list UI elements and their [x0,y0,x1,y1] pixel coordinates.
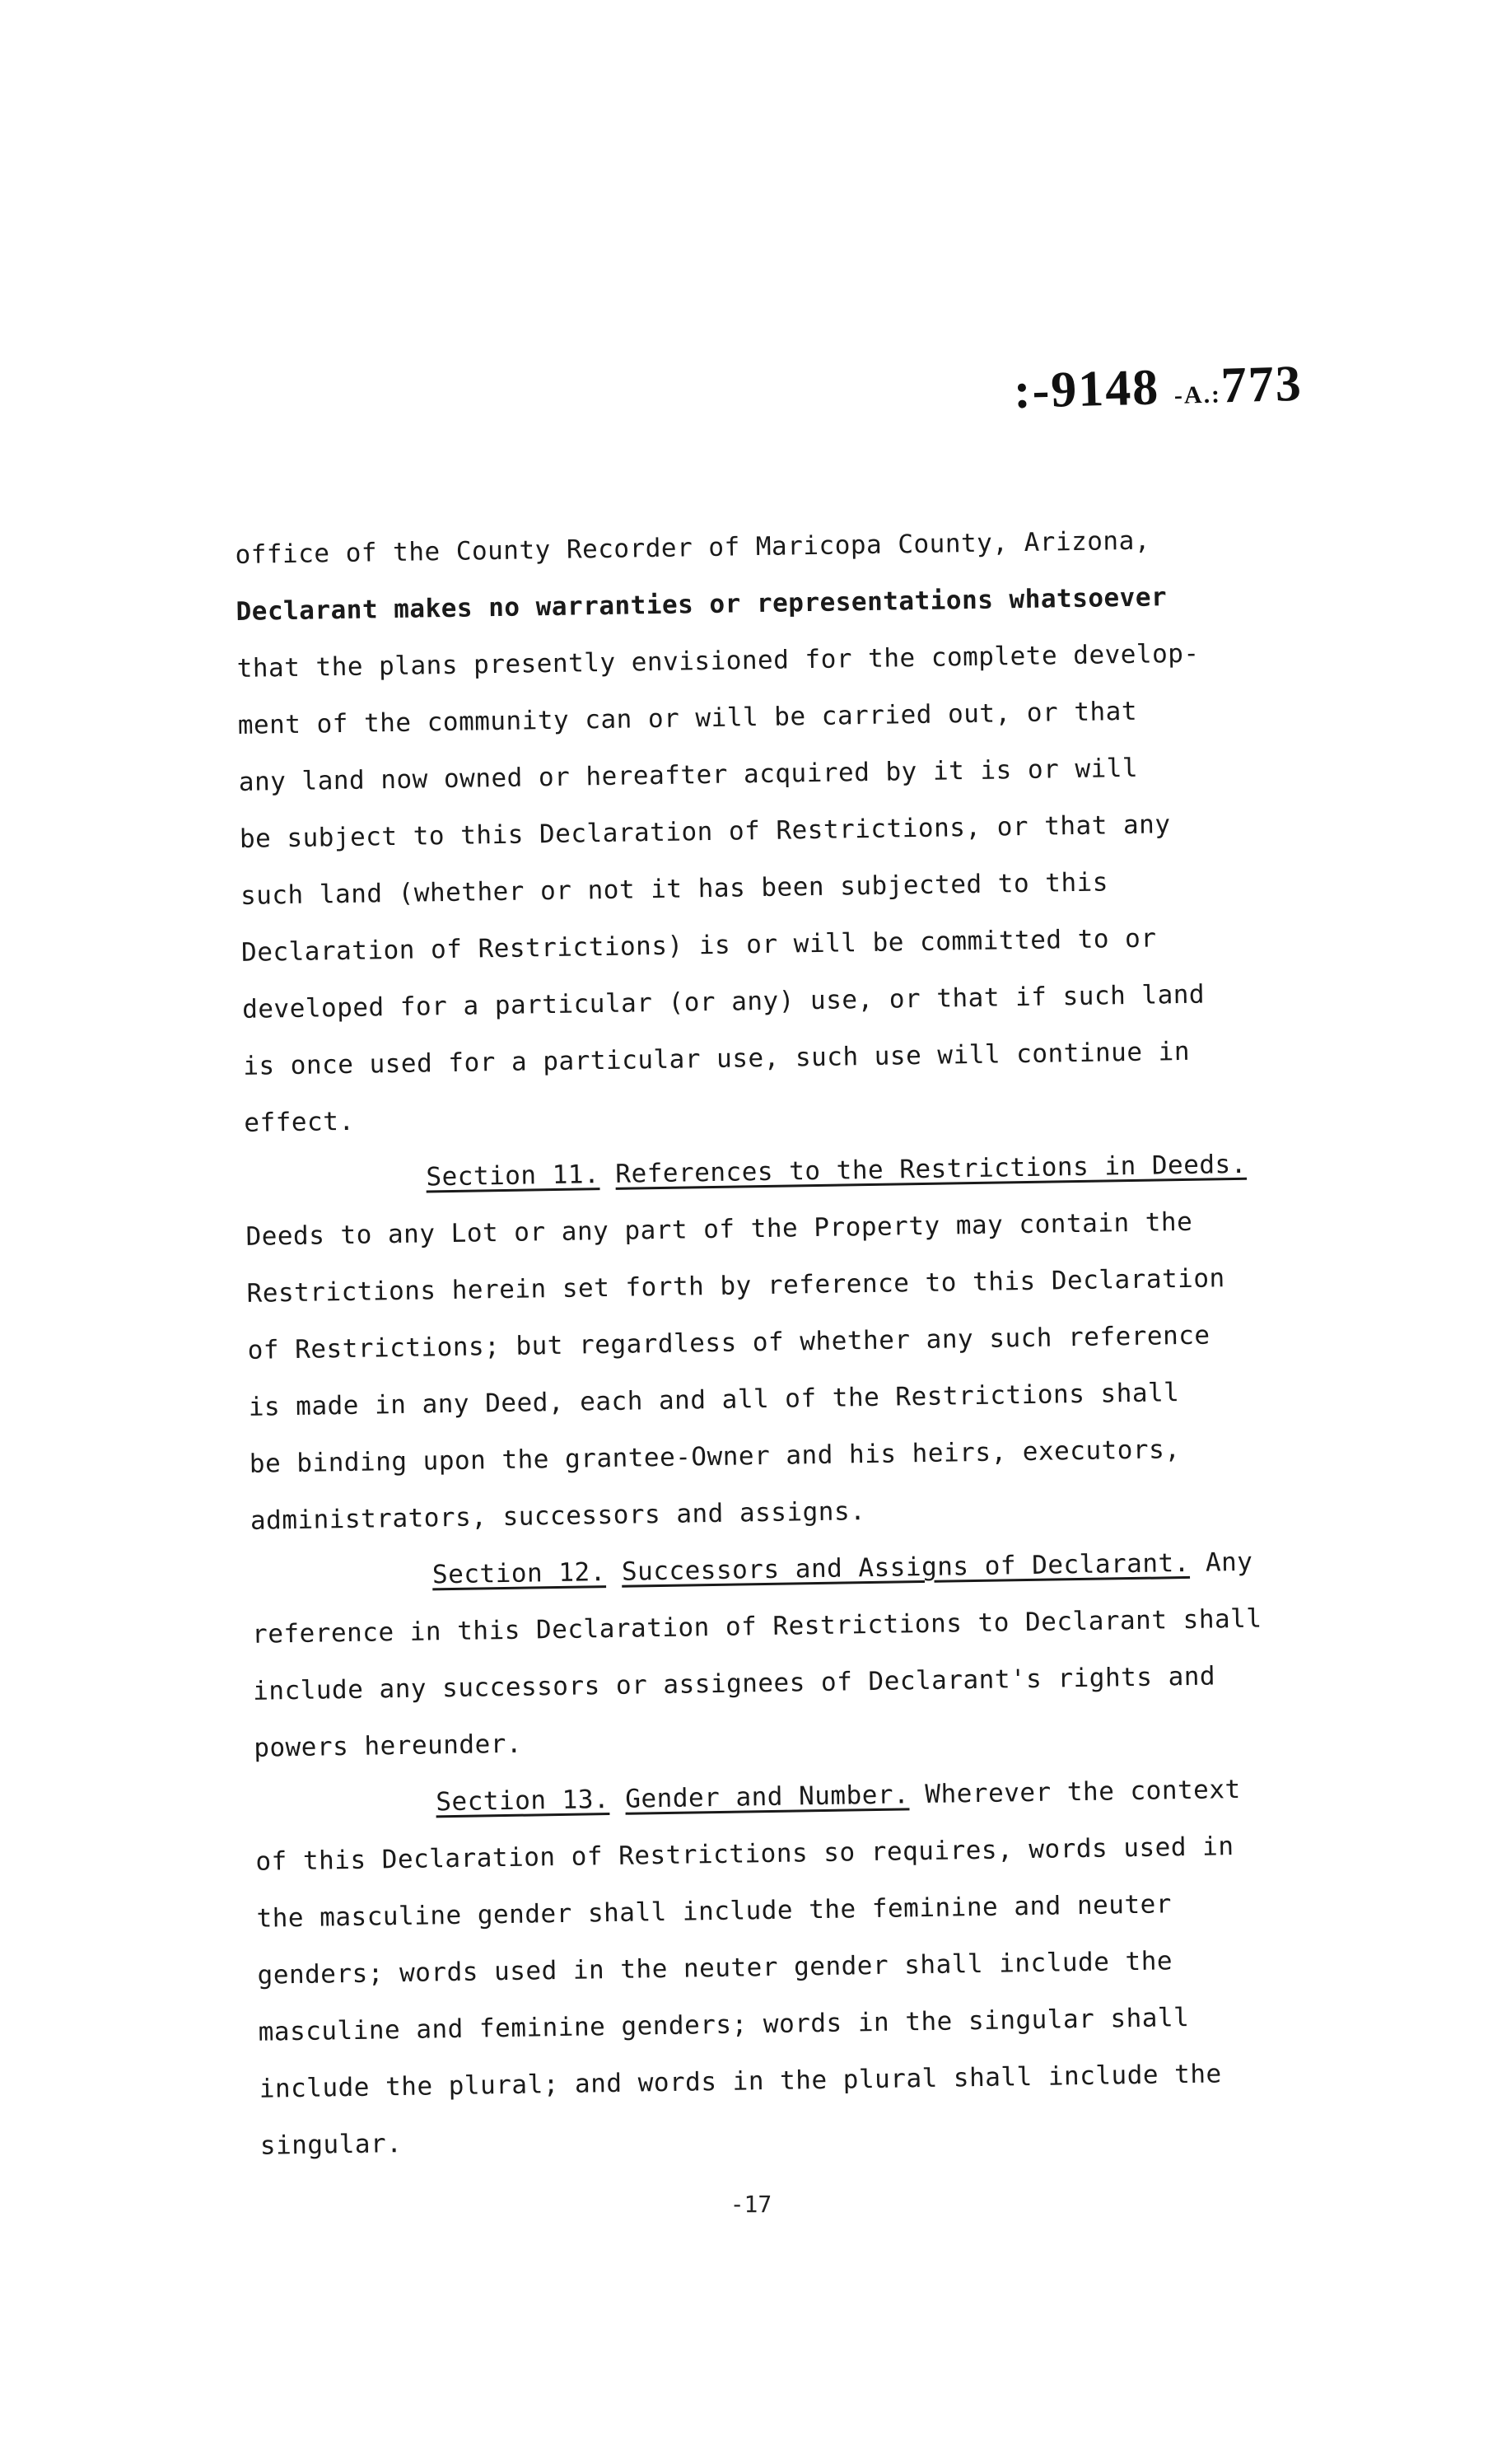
text-line: include the plural; and words in the plural shall include the [259,2059,1222,2104]
text-line: any land now owned or hereafter acquired by it is or will [238,753,1139,797]
text-line: be subject to this Declaration of Restrictions, or that any [239,810,1171,854]
text-line: is made in any Deed, each and all of the Restrictions shall [248,1378,1180,1422]
text-line: of this Declaration of Restrictions so requires, words used in [255,1832,1234,1877]
text-line: ment of the community can or will be carried out, or that [237,696,1138,740]
page-number: -17 [730,2191,772,2218]
text-line: effect. [244,1106,355,1138]
section-12-first-line-tail: Any [1205,1547,1253,1578]
section-13-number: Section 13. [436,1785,610,1818]
text-line: of Restrictions; but regardless of whether any such reference [247,1320,1210,1365]
section-11-number: Section 11. [426,1160,600,1192]
text-line: such land (whether or not it has been subjected to this [240,867,1109,911]
text-line: administrators, successors and assigns. [250,1496,866,1536]
text-line: singular. [259,2129,403,2161]
text-line: masculine and feminine genders; words in the singular shall [258,2003,1190,2047]
text-line: Deeds to any Lot or any part of the Property may contain the [245,1206,1193,1252]
section-13-title: Gender and Number. [625,1780,910,1814]
section-12-title: Successors and Assigns of Declarant. [621,1547,1191,1587]
text-line: Declaration of Restrictions) is or will be committed to or [240,923,1157,968]
section-12-number: Section 12. [431,1557,607,1590]
text-line: be binding upon the grantee-Owner and his heirs, executors, [249,1435,1181,1479]
section-11-title: References to the Restrictions in Deeds. [615,1149,1248,1189]
text-line: Declarant makes no warranties or representations whatsoever [236,582,1168,627]
docket-number: :-9148 [1013,359,1161,419]
recording-stamp [1013,354,1344,421]
section-13-first-line-tail: Wherever the context [925,1775,1241,1810]
text-line: developed for a particular (or any) use, or that if such land [241,979,1206,1024]
body-text [235,510,1380,2175]
page-reference: 773 [1220,355,1304,414]
page-prefix: -A.: [1173,380,1222,409]
text-line: office of the County Recorder of Maricopa County, Arizona, [235,525,1151,570]
text-line: the masculine gender shall include the feminine and neuter [256,1889,1173,1934]
text-line: that the plans presently envisioned for the complete develop- [236,638,1200,684]
text-line: include any successors or assignees of Declarant's rights and [252,1661,1216,1706]
text-line: Restrictions herein set forth by reference to this Declaration [246,1263,1225,1309]
text-line: is once used for a particular use, such use will continue in [243,1036,1191,1081]
text-line: powers hereunder. [254,1729,523,1763]
text-line: reference in this Declaration of Restrictions to Declarant shall [251,1603,1262,1650]
text-line: genders; words used in the neuter gender shall include the [257,1946,1173,1990]
